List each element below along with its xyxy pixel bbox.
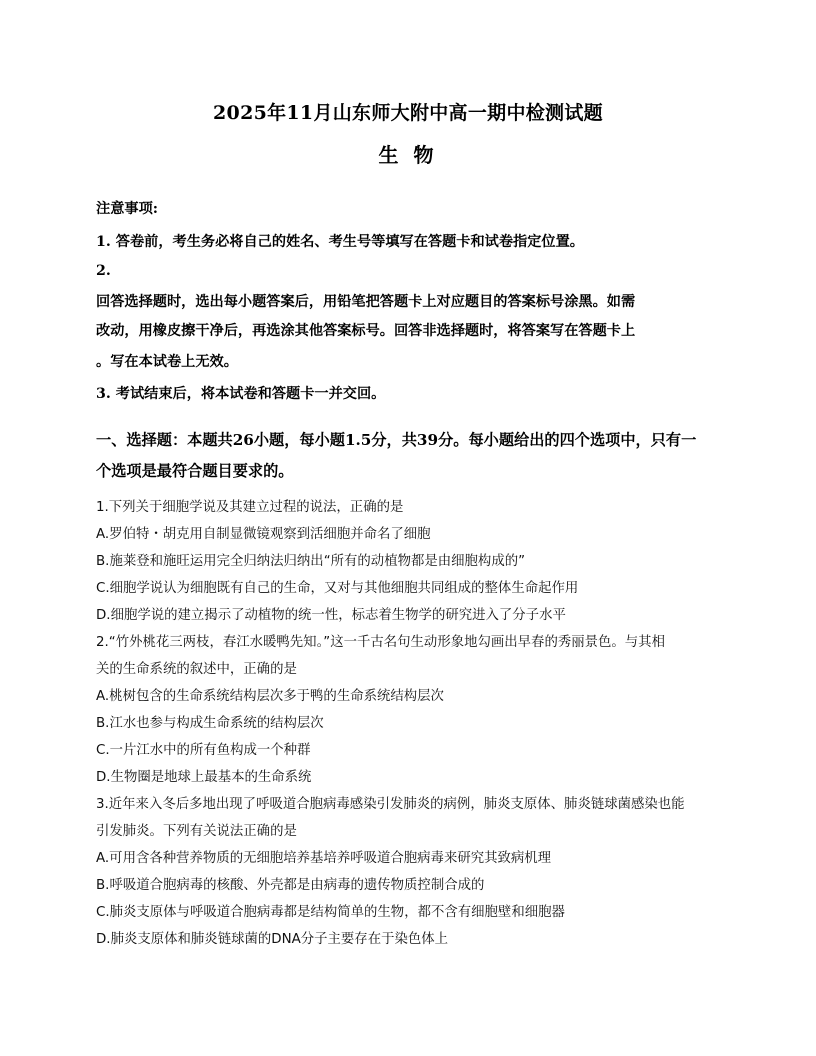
question-1-option-a: A.罗伯特・胡克用自制显微镜观察到活细胞并命名了细胞 — [96, 527, 431, 542]
question-3-stem-line-1: 3.近年来入冬后多地出现了呼吸道合胞病毒感染引发肺炎的病例，肺炎支原体、肺炎链球菌感染也能 — [96, 797, 685, 812]
notice-item-3: 3. 考试结束后，将本试卷和答题卡一并交回。 — [96, 386, 386, 402]
notice-item-2-line-1: 回答选择题时，选出每小题答案后，用铅笔把答题卡上对应题目的答案标号涂黑。如需 — [96, 294, 636, 310]
section-heading-line-2: 个选项是最符合题目要求的。 — [96, 462, 294, 480]
question-3-stem-line-2: 引发肺炎。下列有关说法正确的是 — [96, 824, 297, 839]
question-2-stem-line-1: 2.“竹外桃花三两枝，春江水暖鸭先知。”这一千古名句生动形象地勾画出早春的秀丽景色。与其相 — [96, 635, 665, 650]
question-2-option-c: C.一片江水中的所有鱼构成一个种群 — [96, 743, 311, 758]
notice-item-2-line-2: 改动，用橡皮擦干净后，再选涂其他答案标号。回答非选择题时，将答案写在答题卡上 — [96, 323, 636, 339]
question-3-option-c: C.肺炎支原体与呼吸道合胞病毒都是结构简单的生物，都不含有细胞壁和细胞器 — [96, 905, 565, 920]
section-heading-line-1: 一、选择题：本题共26小题，每小题1.5分，共39分。每小题给出的四个选项中，只有一 — [96, 431, 697, 449]
question-1-option-b: B.施莱登和施旺运用完全归纳法归纳出“所有的动植物都是由细胞构成的” — [96, 554, 526, 569]
question-2-stem-line-2: 关的生命系统的叙述中，正确的是 — [96, 662, 297, 677]
notice-item-1: 1. 答卷前，考生务必将自己的姓名、考生号等填写在答题卡和试卷指定位置。 — [96, 234, 584, 250]
exam-title: 2025年11月山东师大附中高一期中检测试题 — [213, 102, 603, 124]
question-2-option-b: B.江水也参与构成生命系统的结构层次 — [96, 716, 324, 731]
question-1-option-c: C.细胞学说认为细胞既有自己的生命，又对与其他细胞共同组成的整体生命起作用 — [96, 581, 579, 596]
question-3-option-d: D.肺炎支原体和肺炎链球菌的DNA分子主要存在于染色体上 — [96, 932, 449, 947]
question-3-option-b: B.呼吸道合胞病毒的核酸、外壳都是由病毒的遗传物质控制合成的 — [96, 878, 485, 893]
subject-title: 生 物 — [378, 143, 438, 167]
notice-heading: 注意事项: — [96, 201, 158, 217]
notice-item-2-line-3: 。写在本试卷上无效。 — [96, 354, 238, 370]
question-3-option-a: A.可用含各种营养物质的无细胞培养基培养呼吸道合胞病毒来研究其致病机理 — [96, 851, 552, 866]
question-2-option-a: A.桃树包含的生命系统结构层次多于鸭的生命系统结构层次 — [96, 689, 444, 704]
question-1-option-d: D.细胞学说的建立揭示了动植物的统一性，标志着生物学的研究进入了分子水平 — [96, 608, 566, 623]
notice-item-2-number: 2. — [96, 263, 111, 279]
question-2-option-d: D.生物圈是地球上最基本的生命系统 — [96, 770, 312, 785]
question-1-stem: 1.下列关于细胞学说及其建立过程的说法，正确的是 — [96, 500, 404, 515]
